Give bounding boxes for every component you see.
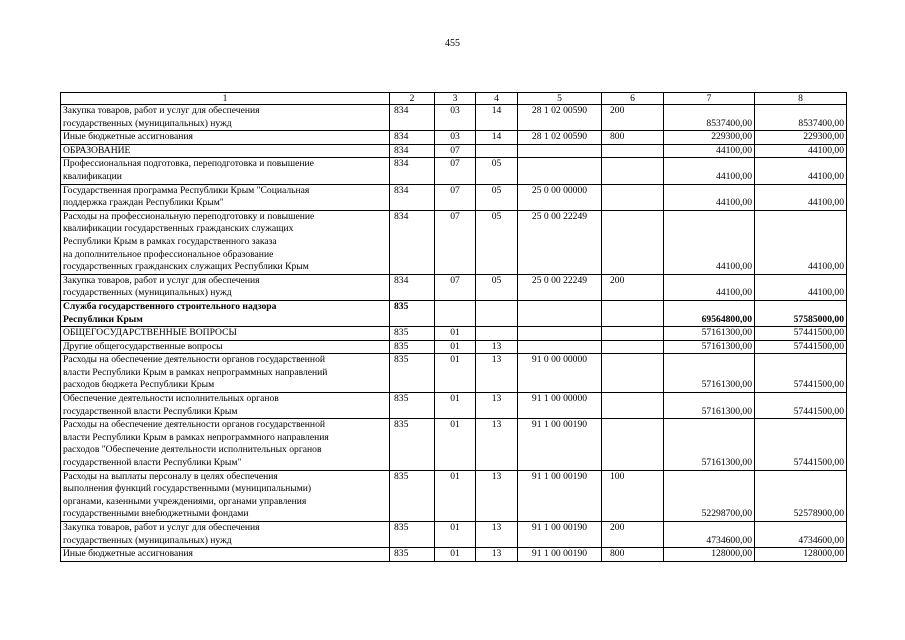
dept-code-cell: 835 <box>390 470 435 521</box>
amount-col8-cell: 44100,00 <box>755 274 847 300</box>
item-name-line: Расходы на обеспечение деятельности органов государственной <box>63 419 326 431</box>
expense-type-cell: 200 <box>602 274 664 300</box>
item-name-line: Государственная программа Республики Крым "Социальная <box>63 184 310 196</box>
amount-col7-cell: 8537400,00 <box>664 105 755 131</box>
section-cell: 01 <box>435 522 476 548</box>
target-article-cell: 91 1 00 00000 <box>518 393 602 419</box>
header-cell: 4 <box>476 93 518 105</box>
item-name-line: Обеспечение деятельности исполнительных органов <box>63 393 279 405</box>
target-article-cell: 25 0 00 22249 <box>518 210 602 274</box>
section-cell: 01 <box>435 419 476 470</box>
table-row <box>61 522 847 548</box>
item-name-line: Иные бюджетные ассигнования <box>63 131 193 143</box>
item-name-cell <box>61 548 390 562</box>
item-name-line: власти Республики Крым в рамках непрограммных направлений <box>63 366 328 378</box>
amount-col8-cell: 57585000,00 <box>755 300 847 326</box>
item-name-line: расходов "Обеспечение деятельности исполнительных органов <box>63 444 322 456</box>
section-cell: 01 <box>435 340 476 354</box>
item-name-line: государственных (муниципальных) нужд <box>63 117 232 129</box>
amount-col7-cell: 128000,00 <box>664 548 755 562</box>
subsection-cell: 05 <box>476 210 518 274</box>
expense-type-cell <box>602 144 664 158</box>
subsection-cell: 13 <box>476 522 518 548</box>
item-name-cell <box>61 470 390 521</box>
amount-col8-cell: 52578900,00 <box>755 470 847 521</box>
subsection-cell <box>476 300 518 326</box>
expense-type-cell: 200 <box>602 105 664 131</box>
item-name-line: государственными внебюджетными фондами <box>63 508 249 520</box>
subsection-cell: 05 <box>476 274 518 300</box>
item-name-cell <box>61 210 390 274</box>
item-name-line: власти Республики Крым в рамках непрограммного направления <box>63 431 329 443</box>
dept-code-cell: 834 <box>390 144 435 158</box>
item-name-line: органами, казенными учреждениями, органами управления <box>63 495 307 507</box>
amount-col8-cell: 57441500,00 <box>755 393 847 419</box>
item-name-line: Иные бюджетные ассигнования <box>63 548 193 560</box>
subsection-cell: 13 <box>476 419 518 470</box>
table-row <box>61 184 847 210</box>
expense-type-cell <box>602 327 664 341</box>
item-name-line: Расходы на профессиональную переподготовку и повышение <box>63 210 315 222</box>
subsection-cell: 13 <box>476 393 518 419</box>
amount-col8-cell: 44100,00 <box>755 184 847 210</box>
section-cell: 07 <box>435 210 476 274</box>
amount-col7-cell: 57161300,00 <box>664 327 755 341</box>
subsection-cell <box>476 144 518 158</box>
item-name-line: государственных (муниципальных) нужд <box>63 287 232 299</box>
item-name-line: ОБЩЕГОСУДАРСТВЕННЫЕ ВОПРОСЫ <box>63 327 237 339</box>
subsection-cell: 14 <box>476 105 518 131</box>
expense-type-cell <box>602 210 664 274</box>
subsection-cell: 05 <box>476 158 518 184</box>
header-cell: 1 <box>61 93 390 105</box>
table-row <box>61 274 847 300</box>
amount-col8-cell: 57441500,00 <box>755 327 847 341</box>
amount-col7-cell: 57161300,00 <box>664 393 755 419</box>
item-name-cell <box>61 144 390 158</box>
amount-col8-cell: 229300,00 <box>755 131 847 145</box>
item-name-cell <box>61 274 390 300</box>
table-row <box>61 393 847 419</box>
amount-col7-cell: 44100,00 <box>664 210 755 274</box>
target-article-cell: 25 0 00 22249 <box>518 274 602 300</box>
target-article-cell: 28 1 02 00590 <box>518 105 602 131</box>
expense-type-cell: 800 <box>602 548 664 562</box>
item-name-line: Расходы на обеспечение деятельности органов государственной <box>63 354 326 366</box>
dept-code-cell: 835 <box>390 419 435 470</box>
expense-type-cell <box>602 158 664 184</box>
table-row <box>61 340 847 354</box>
amount-col7-cell: 69564800,00 <box>664 300 755 326</box>
item-name-cell <box>61 158 390 184</box>
item-name-line: поддержка граждан Республики Крым" <box>63 197 224 209</box>
item-name-line: Республики Крым <box>63 313 143 325</box>
dept-code-cell: 835 <box>390 522 435 548</box>
item-name-cell <box>61 522 390 548</box>
item-name-line: Республики Крым в рамках государственного заказа <box>63 235 277 247</box>
dept-code-cell: 835 <box>390 327 435 341</box>
table-row <box>61 158 847 184</box>
amount-col8-cell: 8537400,00 <box>755 105 847 131</box>
table-row <box>61 300 847 326</box>
subsection-cell: 13 <box>476 548 518 562</box>
header-cell: 7 <box>664 93 755 105</box>
section-cell: 07 <box>435 158 476 184</box>
amount-col8-cell: 44100,00 <box>755 158 847 184</box>
item-name-cell <box>61 419 390 470</box>
header-cell: 3 <box>435 93 476 105</box>
amount-col7-cell: 57161300,00 <box>664 419 755 470</box>
table-row <box>61 210 847 274</box>
item-name-cell <box>61 105 390 131</box>
target-article-cell: 28 1 02 00590 <box>518 131 602 145</box>
expense-type-cell <box>602 354 664 393</box>
item-name-line: Закупка товаров, работ и услуг для обеспечения <box>63 522 260 533</box>
table-row <box>61 327 847 341</box>
table-row <box>61 419 847 470</box>
target-article-cell <box>518 144 602 158</box>
section-cell: 01 <box>435 354 476 393</box>
item-name-cell <box>61 393 390 419</box>
amount-col8-cell: 57441500,00 <box>755 340 847 354</box>
expense-type-cell: 100 <box>602 470 664 521</box>
item-name-cell <box>61 327 390 341</box>
amount-col8-cell: 57441500,00 <box>755 419 847 470</box>
amount-col7-cell: 57161300,00 <box>664 340 755 354</box>
table-row <box>61 354 847 393</box>
subsection-cell: 13 <box>476 470 518 521</box>
dept-code-cell: 834 <box>390 131 435 145</box>
item-name-cell <box>61 300 390 326</box>
target-article-cell: 91 1 00 00190 <box>518 548 602 562</box>
target-article-cell <box>518 158 602 184</box>
dept-code-cell: 835 <box>390 548 435 562</box>
amount-col8-cell: 44100,00 <box>755 210 847 274</box>
dept-code-cell: 834 <box>390 105 435 131</box>
header-cell: 2 <box>390 93 435 105</box>
section-cell: 03 <box>435 105 476 131</box>
table-row <box>61 131 847 145</box>
table-row <box>61 144 847 158</box>
item-name-line: Профессиональная подготовка, переподготовка и повышение <box>63 158 314 170</box>
section-cell: 03 <box>435 131 476 145</box>
item-name-cell <box>61 354 390 393</box>
item-name-line: квалификации государственных гражданских служащих <box>63 223 294 235</box>
section-cell: 01 <box>435 327 476 341</box>
amount-col8-cell: 44100,00 <box>755 144 847 158</box>
section-cell: 07 <box>435 144 476 158</box>
section-cell: 01 <box>435 548 476 562</box>
target-article-cell <box>518 340 602 354</box>
dept-code-cell: 835 <box>390 300 435 326</box>
item-name-line: Расходы на выплаты персоналу в целях обеспечения <box>63 470 278 482</box>
dept-code-cell: 835 <box>390 354 435 393</box>
expense-type-cell <box>602 340 664 354</box>
item-name-line: Другие общегосударственные вопросы <box>63 340 223 352</box>
amount-col7-cell: 44100,00 <box>664 274 755 300</box>
expense-type-cell <box>602 419 664 470</box>
amount-col8-cell: 57441500,00 <box>755 354 847 393</box>
expense-type-cell <box>602 393 664 419</box>
amount-col7-cell: 57161300,00 <box>664 354 755 393</box>
item-name-line: Закупка товаров, работ и услуг для обеспечения <box>63 105 260 116</box>
target-article-cell: 91 1 00 00190 <box>518 470 602 521</box>
target-article-cell <box>518 300 602 326</box>
amount-col7-cell: 4734600,00 <box>664 522 755 548</box>
dept-code-cell: 834 <box>390 158 435 184</box>
expense-type-cell: 200 <box>602 522 664 548</box>
target-article-cell: 91 1 00 00190 <box>518 522 602 548</box>
subsection-cell: 13 <box>476 354 518 393</box>
section-cell: 01 <box>435 393 476 419</box>
item-name-line: Закупка товаров, работ и услуг для обеспечения <box>63 274 260 286</box>
expense-type-cell: 800 <box>602 131 664 145</box>
amount-col7-cell: 44100,00 <box>664 144 755 158</box>
table-row <box>61 470 847 521</box>
amount-col7-cell: 44100,00 <box>664 158 755 184</box>
amount-col8-cell: 128000,00 <box>755 548 847 562</box>
target-article-cell: 91 0 00 00000 <box>518 354 602 393</box>
section-cell <box>435 300 476 326</box>
section-cell: 07 <box>435 274 476 300</box>
target-article-cell: 91 1 00 00190 <box>518 419 602 470</box>
item-name-cell <box>61 131 390 145</box>
target-article-cell: 25 0 00 00000 <box>518 184 602 210</box>
page-number: 455 <box>445 38 460 49</box>
target-article-cell <box>518 327 602 341</box>
amount-col7-cell: 229300,00 <box>664 131 755 145</box>
dept-code-cell: 834 <box>390 274 435 300</box>
header-cell: 6 <box>602 93 664 105</box>
budget-table <box>60 92 847 562</box>
subsection-cell: 05 <box>476 184 518 210</box>
item-name-line: государственных (муниципальных) нужд <box>63 534 232 546</box>
dept-code-cell: 834 <box>390 210 435 274</box>
table-header-row <box>61 93 847 105</box>
item-name-cell <box>61 340 390 354</box>
amount-col7-cell: 52298700,00 <box>664 470 755 521</box>
expense-type-cell <box>602 184 664 210</box>
item-name-line: квалификации <box>63 170 122 182</box>
expense-type-cell <box>602 300 664 326</box>
item-name-cell <box>61 184 390 210</box>
header-cell: 5 <box>518 93 602 105</box>
section-cell: 01 <box>435 470 476 521</box>
subsection-cell: 13 <box>476 340 518 354</box>
item-name-line: государственной власти Республики Крым <box>63 405 238 417</box>
subsection-cell <box>476 327 518 341</box>
table-row <box>61 548 847 562</box>
item-name-line: выполнения функций государственными (муниципальными) <box>63 483 312 495</box>
amount-col7-cell: 44100,00 <box>664 184 755 210</box>
subsection-cell: 14 <box>476 131 518 145</box>
amount-col8-cell: 4734600,00 <box>755 522 847 548</box>
item-name-line: ОБРАЗОВАНИЕ <box>63 144 131 156</box>
item-name-line: расходов бюджета Республики Крым <box>63 379 215 391</box>
dept-code-cell: 834 <box>390 184 435 210</box>
item-name-line: государственной власти Республики Крым" <box>63 457 242 469</box>
table-row <box>61 105 847 131</box>
item-name-line: Служба государственного строительного надзора <box>63 300 277 312</box>
section-cell: 07 <box>435 184 476 210</box>
item-name-line: на дополнительное профессиональное образование <box>63 248 274 260</box>
item-name-line: государственных гражданских служащих Республики Крым <box>63 261 309 273</box>
dept-code-cell: 835 <box>390 393 435 419</box>
header-cell: 8 <box>755 93 847 105</box>
dept-code-cell: 835 <box>390 340 435 354</box>
